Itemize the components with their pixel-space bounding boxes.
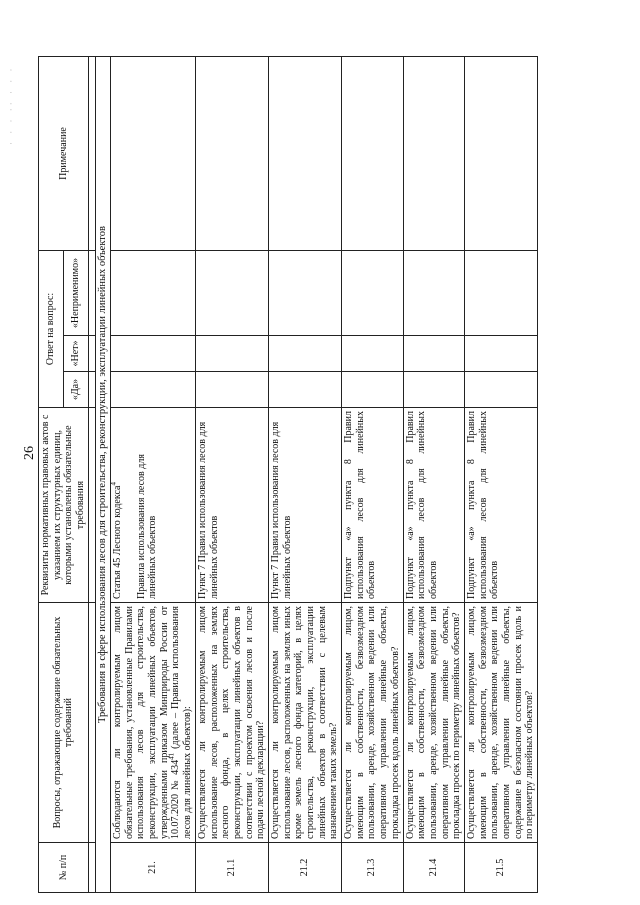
answer-no-cell[interactable] <box>464 336 537 372</box>
row-requisites <box>111 408 196 603</box>
answer-na-cell[interactable] <box>111 250 196 335</box>
requisite-line <box>109 411 124 599</box>
requisite-text: Статья 45 Лесного кодекса <box>112 485 124 599</box>
row-question: Осуществляется ли контролируемым лицом использование лесов, расположенных на землях лесного фонда, в целях строительства, реконструкции, эксплуатации линейных объектов в соответствии с проектом освоения лесов и после подачи лесной декларации? <box>195 603 268 843</box>
answer-na-cell[interactable] <box>268 250 341 335</box>
row-question: Осуществляется ли контролируемым лицом использование лесов, расположенных на землях иных кроме земель лесного фонда категорий, в целях строительства, реконструкции, эксплуатации линейных объектов в соответствии с целевым назначением таких земель? <box>268 603 341 843</box>
answer-yes-cell[interactable] <box>268 372 341 408</box>
header-row <box>39 56 64 892</box>
row-requisites: Пункт 7 Правил использования лесов для линейных объектов <box>195 408 268 603</box>
footnote-mark: 41 <box>168 752 177 760</box>
header-requisites: Реквизиты нормативных правовых актов с указанием их структурных единиц, которыми установлены обязательные требования <box>39 408 89 603</box>
header-no: «Нет» <box>63 336 88 372</box>
row-number: 21.3 <box>342 843 403 893</box>
table-row <box>403 56 464 892</box>
row-number: 21.2 <box>268 843 341 893</box>
answer-no-cell[interactable] <box>268 336 341 372</box>
row-question: Осуществляется ли контролируемым лицом, имеющим в собственности, безвозмездном пользовании, аренде, хозяйственном ведении или оперативном управлении линейные объекты, содержание в безопасном состоянии просек вдоль и по периметру линейных объектов? <box>464 603 537 843</box>
section-row <box>95 56 110 892</box>
table-row <box>195 56 268 892</box>
header-num: № п/п <box>39 843 89 893</box>
header-yes: «Да» <box>63 372 88 408</box>
answer-na-cell[interactable] <box>403 250 464 335</box>
note-cell[interactable] <box>403 56 464 250</box>
answer-na-cell[interactable] <box>195 250 268 335</box>
header-answer-group: Ответ на вопрос: <box>39 250 64 407</box>
row-requisites: Подпункт «а» пункта 8 Правил использования лесов для линейных объектов <box>464 408 537 603</box>
table-row <box>342 56 403 892</box>
answer-na-cell[interactable] <box>464 250 537 335</box>
answer-yes-cell[interactable] <box>403 372 464 408</box>
row-question <box>111 603 196 843</box>
answer-yes-cell[interactable] <box>195 372 268 408</box>
header-na: «Неприменимо» <box>63 250 88 335</box>
row-question: Осуществляется ли контролируемым лицом, имеющим в собственности, безвозмездном пользовании, аренде, хозяйственном ведении или оперативном управлении линейные объекты, прокладка просек по периметру линейных объектов? <box>403 603 464 843</box>
requirements-table <box>38 56 538 893</box>
row-requisites: Пункт 7 Правил использования лесов для линейных объектов <box>268 408 341 603</box>
table-row <box>268 56 341 892</box>
row-number: 21. <box>111 843 196 893</box>
scan-speckle: · · · ·· · · · <box>6 65 16 145</box>
answer-no-cell[interactable] <box>403 336 464 372</box>
row-requisites: Подпункт «а» пункта 8 Правил использования лесов для линейных объектов <box>342 408 403 603</box>
row-number: 21.4 <box>403 843 464 893</box>
answer-no-cell[interactable] <box>195 336 268 372</box>
note-cell[interactable] <box>111 56 196 250</box>
note-cell[interactable] <box>342 56 403 250</box>
note-cell[interactable] <box>195 56 268 250</box>
answer-yes-cell[interactable] <box>342 372 403 408</box>
answer-na-cell[interactable] <box>342 250 403 335</box>
answer-yes-cell[interactable] <box>464 372 537 408</box>
answer-yes-cell[interactable] <box>111 372 196 408</box>
row-question: Осуществляется ли контролируемым лицом, имеющим в собственности, безвозмездном пользовании, аренде, хозяйственном ведении или оперативном управлении линейные объекты, прокладка просек вдоль линейных объектов? <box>342 603 403 843</box>
blank-row <box>88 56 95 892</box>
section-title: Требования в сфере использования лесов для строительства, реконструкции, эксплуатации линейных объектов <box>95 56 110 892</box>
table-row <box>464 56 537 892</box>
table-row <box>111 56 196 892</box>
note-cell[interactable] <box>464 56 537 250</box>
note-cell[interactable] <box>268 56 341 250</box>
row-question-tail: (далее – Правила использования лесов для линейных объектов): <box>170 606 194 839</box>
footnote-mark: 4 <box>109 482 118 486</box>
requisite-text: Правила использования лесов для линейных объектов <box>135 454 159 599</box>
row-question-text: Соблюдаются ли контролируемым лицом обязательные требования, установленные Правилами использования лесов для строительства, реконструкции, эксплуатации линейных объектов, утвержденными приказом Минприроды России от 10.07.2020 № 434 <box>112 606 182 839</box>
row-requisites: Подпункт «а» пункта 8 Правил использования лесов для линейных объектов <box>403 408 464 603</box>
row-number: 21.5 <box>464 843 537 893</box>
answer-no-cell[interactable] <box>111 336 196 372</box>
requisite-line <box>136 411 159 599</box>
header-note: Примечание <box>39 56 89 250</box>
page-number: 26 <box>22 446 37 460</box>
answer-no-cell[interactable] <box>342 336 403 372</box>
header-question: Вопросы, отражающие содержание обязательных требований <box>39 603 89 843</box>
row-number: 21.1 <box>195 843 268 893</box>
